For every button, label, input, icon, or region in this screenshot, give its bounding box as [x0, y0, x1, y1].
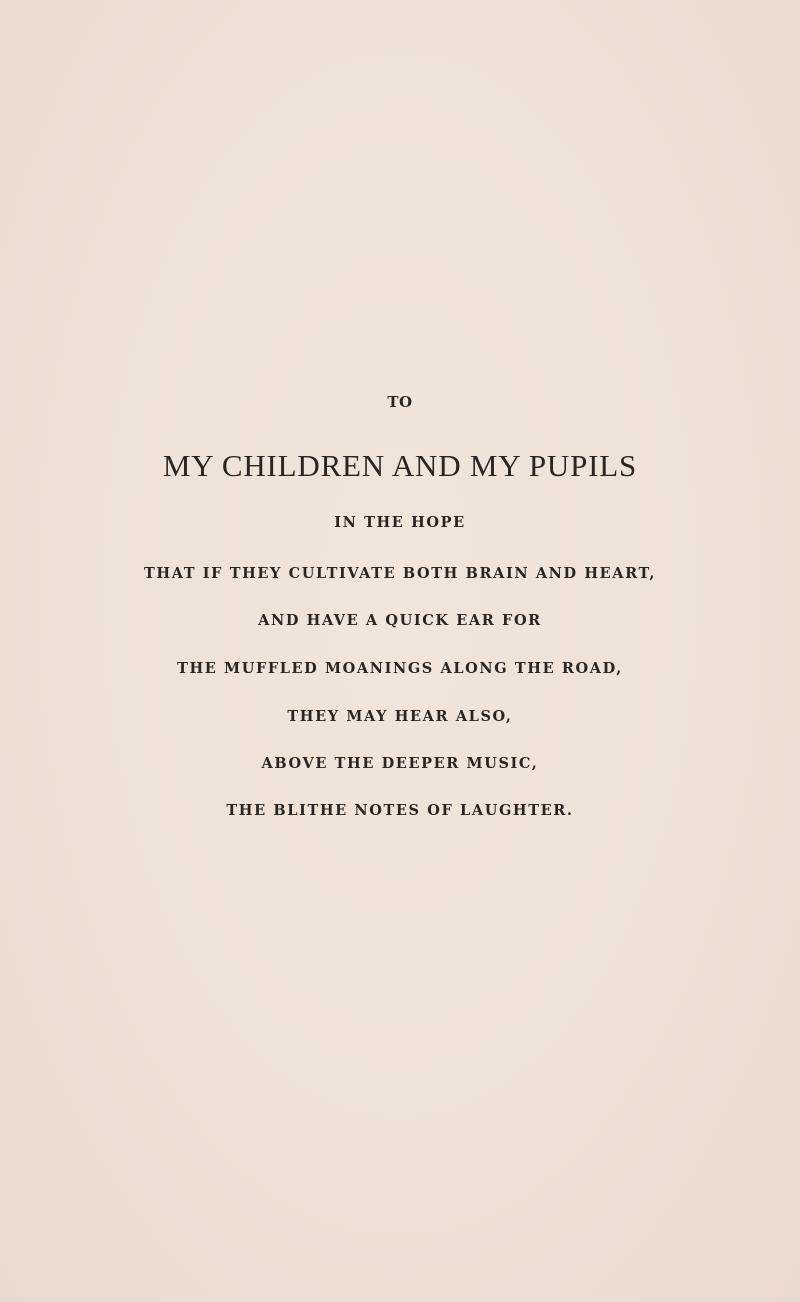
dedication-line: THEY MAY HEAR ALSO,	[287, 708, 513, 725]
dedication-to: TO	[387, 393, 413, 411]
dedication-heading: MY CHILDREN AND MY PUPILS	[162, 448, 638, 483]
dedication-line: ABOVE THE DEEPER MUSIC,	[261, 755, 539, 772]
dedication-line: THE MUFFLED MOANINGS ALONG THE ROAD,	[177, 660, 623, 677]
dedication-line: IN THE HOPE	[334, 514, 466, 531]
dedication-line: AND HAVE A QUICK EAR FOR	[258, 612, 542, 629]
dedication-line: THAT IF THEY CULTIVATE BOTH BRAIN AND HEART,	[144, 565, 656, 582]
dedication-line: THE BLITHE NOTES OF LAUGHTER.	[226, 802, 574, 819]
